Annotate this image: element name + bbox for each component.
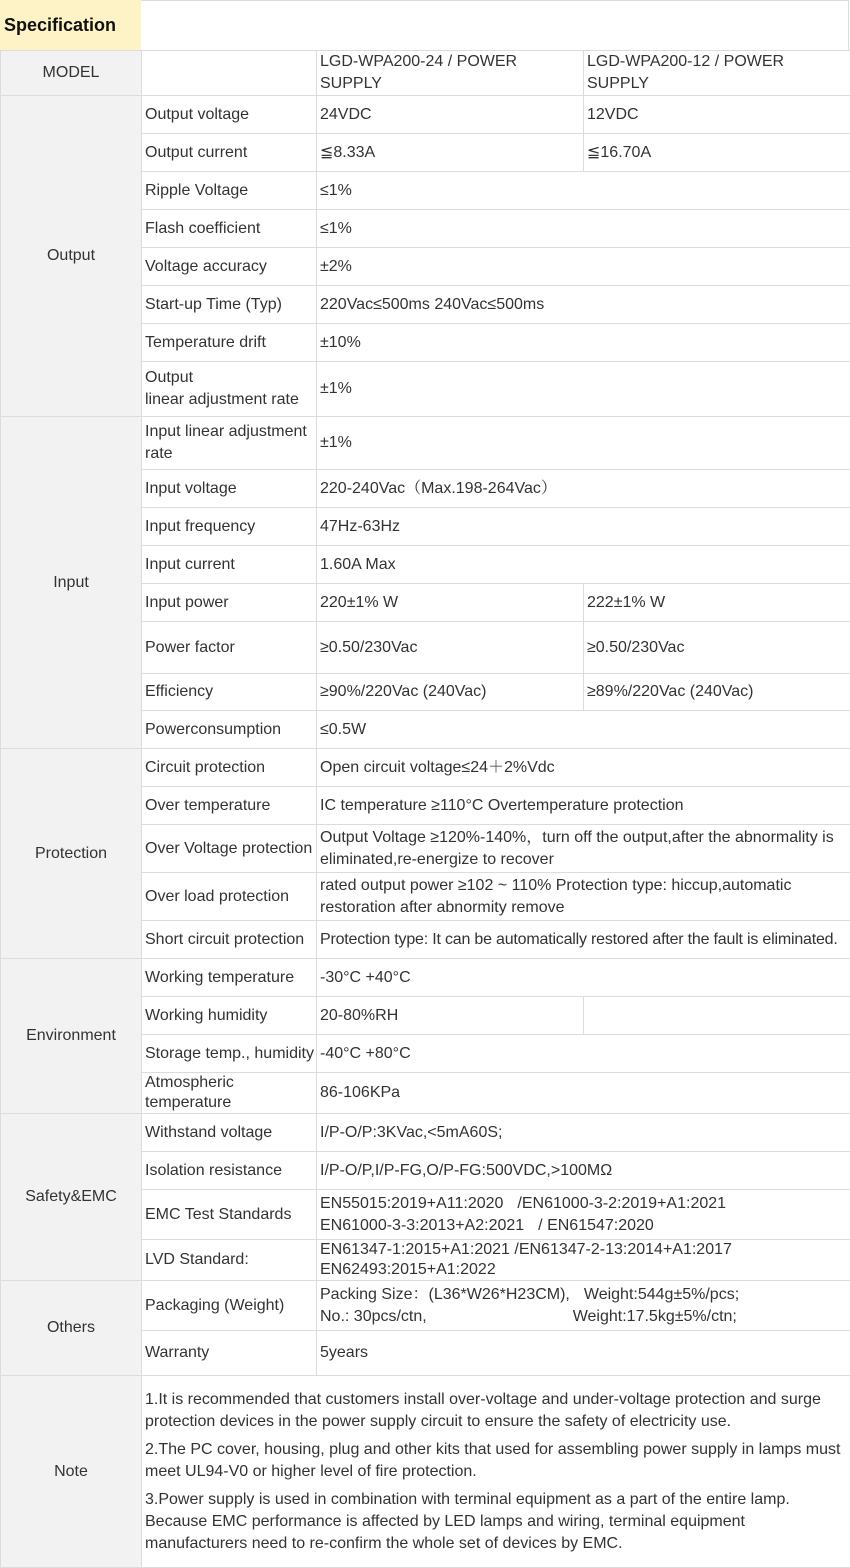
table-row [1,959,850,997]
consumption-label: Powerconsumption [142,711,317,749]
table-row [1,51,850,96]
isolation-label: Isolation resistance [142,1152,317,1190]
model-label: MODEL [1,51,142,96]
emc-line1a: EN55015:2019+A11:2020 [320,1195,503,1212]
model-col-1: LGD-WPA200-24 / POWER SUPPLY [317,51,584,96]
lvd-line1: EN61347-1:2015+A1:2021 /EN61347-2-13:2014+A1:2017 [320,1241,732,1258]
warranty-value: 5years [317,1331,850,1376]
input-frequency-label: Input frequency [142,508,317,546]
input-power-24: 220±1% W [317,584,584,622]
ovp-value: Output Voltage ≥120%-140%，turn off the output,after the abnormality is eliminated,re-energize to recover [317,825,850,873]
storage-value: -40°C +80°C [317,1035,850,1073]
note-2: 2.The PC cover, housing, plug and other kits that used for assembling power supply in lamps must meet UL94-V0 or higher level of fire protection. [145,1439,847,1483]
drift-value: ±10% [317,324,850,362]
notes-cell [142,1376,850,1568]
input-power-label: Input power [142,584,317,622]
packaging-line1b: Weight:544g±5%/pcs; [584,1286,739,1303]
input-linear-label: Input linear adjustment rate [142,417,317,470]
output-voltage-24: 24VDC [317,96,584,134]
group-others: Others [1,1281,142,1376]
packaging-line2b: Weight:17.5kg±5%/ctn; [573,1308,737,1325]
input-voltage-label: Input voltage [142,470,317,508]
input-voltage-value: 220-240Vac（Max.198-264Vac） [317,470,850,508]
startup-value: 220Vac≤500ms 240Vac≤500ms [317,286,850,324]
note-3: 3.Power supply is used in combination with terminal equipment as a part of the entire lamp. Because EMC performance is affected by LED lamps and wiring, terminal equipment manufacturers need to re-confirm the whole set of devices by EMC. [145,1489,847,1555]
power-factor-label: Power factor [142,622,317,674]
circuit-protection-value: Open circuit voltage≤24＋2%Vdc [317,749,850,787]
emc-line2a: EN61000-3-3:2013+A2:2021 [320,1217,524,1234]
packaging-label: Packaging (Weight) [142,1281,317,1331]
storage-label: Storage temp., humidity [142,1035,317,1073]
spec-table [0,50,850,1568]
warranty-label: Warranty [142,1331,317,1376]
olp-value: rated output power ≥102 ~ 110% Protection type: hiccup,automatic restoration after abnormity remove [317,873,850,921]
output-linear-label-2: linear adjustment rate [145,391,299,408]
group-note: Note [1,1376,142,1568]
group-environment: Environment [1,959,142,1114]
withstand-label: Withstand voltage [142,1114,317,1152]
table-row [1,1281,850,1331]
withstand-value: I/P-O/P:3KVac,<5mA60S; [317,1114,850,1152]
working-temperature-label: Working temperature [142,959,317,997]
output-voltage-12: 12VDC [584,96,850,134]
output-current-24: ≦8.33A [317,134,584,172]
lvd-line2: EN62493:2015+A1:2022 [320,1261,496,1278]
emc-value [317,1190,850,1240]
output-linear-label [142,362,317,417]
efficiency-12: ≥89%/220Vac (240Vac) [584,674,850,711]
table-row [1,749,850,787]
accuracy-value: ±2% [317,248,850,286]
group-output: Output [1,96,142,417]
emc-line2b: / EN61547:2020 [538,1217,654,1234]
input-linear-value: ±1% [317,417,850,470]
consumption-value: ≤0.5W [317,711,850,749]
ovp-label: Over Voltage protection [142,825,317,873]
over-temperature-value: IC temperature ≥110°C Overtemperature protection [317,787,850,825]
group-protection: Protection [1,749,142,959]
input-frequency-value: 47Hz-63Hz [317,508,850,546]
working-humidity-value: 20-80%RH [317,997,584,1035]
efficiency-24: ≥90%/220Vac (240Vac) [317,674,584,711]
flash-label: Flash coefficient [142,210,317,248]
spec-title: Specification [0,0,141,50]
output-current-label: Output current [142,134,317,172]
working-humidity-label: Working humidity [142,997,317,1035]
table-row [1,417,850,470]
lvd-label: LVD Standard: [142,1240,317,1281]
startup-label: Start-up Time (Typ) [142,286,317,324]
table-row [1,1114,850,1152]
output-linear-value: ±1% [317,362,850,417]
packaging-value [317,1281,850,1331]
atmospheric-label: Atmospheric temperature [142,1073,317,1114]
ripple-label: Ripple Voltage [142,172,317,210]
olp-label: Over load protection [142,873,317,921]
efficiency-label: Efficiency [142,674,317,711]
drift-label: Temperature drift [142,324,317,362]
note-1: 1.It is recommended that customers install over-voltage and under-voltage protection and surge protection devices in the power supply circuit to ensure the safety of electricity use. [145,1389,847,1433]
power-factor-24: ≥0.50/230Vac [317,622,584,674]
group-safety-emc: Safety&EMC [1,1114,142,1281]
group-input: Input [1,417,142,749]
atmospheric-value: 86-106KPa [317,1073,850,1114]
power-factor-12: ≥0.50/230Vac [584,622,850,674]
circuit-protection-label: Circuit protection [142,749,317,787]
isolation-value: I/P-O/P,I/P-FG,O/P-FG:500VDC,>100MΩ [317,1152,850,1190]
emc-line1b: /EN61000-3-2:2019+A1:2021 [517,1195,726,1212]
scp-label: Short circuit protection [142,921,317,959]
working-humidity-blank [584,997,850,1035]
input-power-12: 222±1% W [584,584,850,622]
input-current-label: Input current [142,546,317,584]
over-temperature-label: Over temperature [142,787,317,825]
scp-value: Protection type: It can be automatically restored after the fault is eliminated. [317,921,850,959]
output-current-12: ≦16.70A [584,134,850,172]
packaging-line2a: No.: 30pcs/ctn, [320,1308,427,1325]
ripple-value: ≤1% [317,172,850,210]
output-voltage-label: Output voltage [142,96,317,134]
table-row [1,96,850,134]
working-temperature-value: -30°C +40°C [317,959,850,997]
table-row [1,1376,850,1568]
input-current-value: 1.60A Max [317,546,850,584]
packaging-line1a: Packing Size：(L36*W26*H23CM), [320,1286,570,1303]
output-linear-label-1: Output [145,369,193,386]
lvd-value [317,1240,850,1281]
model-col-2: LGD-WPA200-12 / POWER SUPPLY [584,51,850,96]
title-row-blank [141,0,849,50]
accuracy-label: Voltage accuracy [142,248,317,286]
model-blank-cell [142,51,317,96]
flash-value: ≤1% [317,210,850,248]
emc-label: EMC Test Standards [142,1190,317,1240]
